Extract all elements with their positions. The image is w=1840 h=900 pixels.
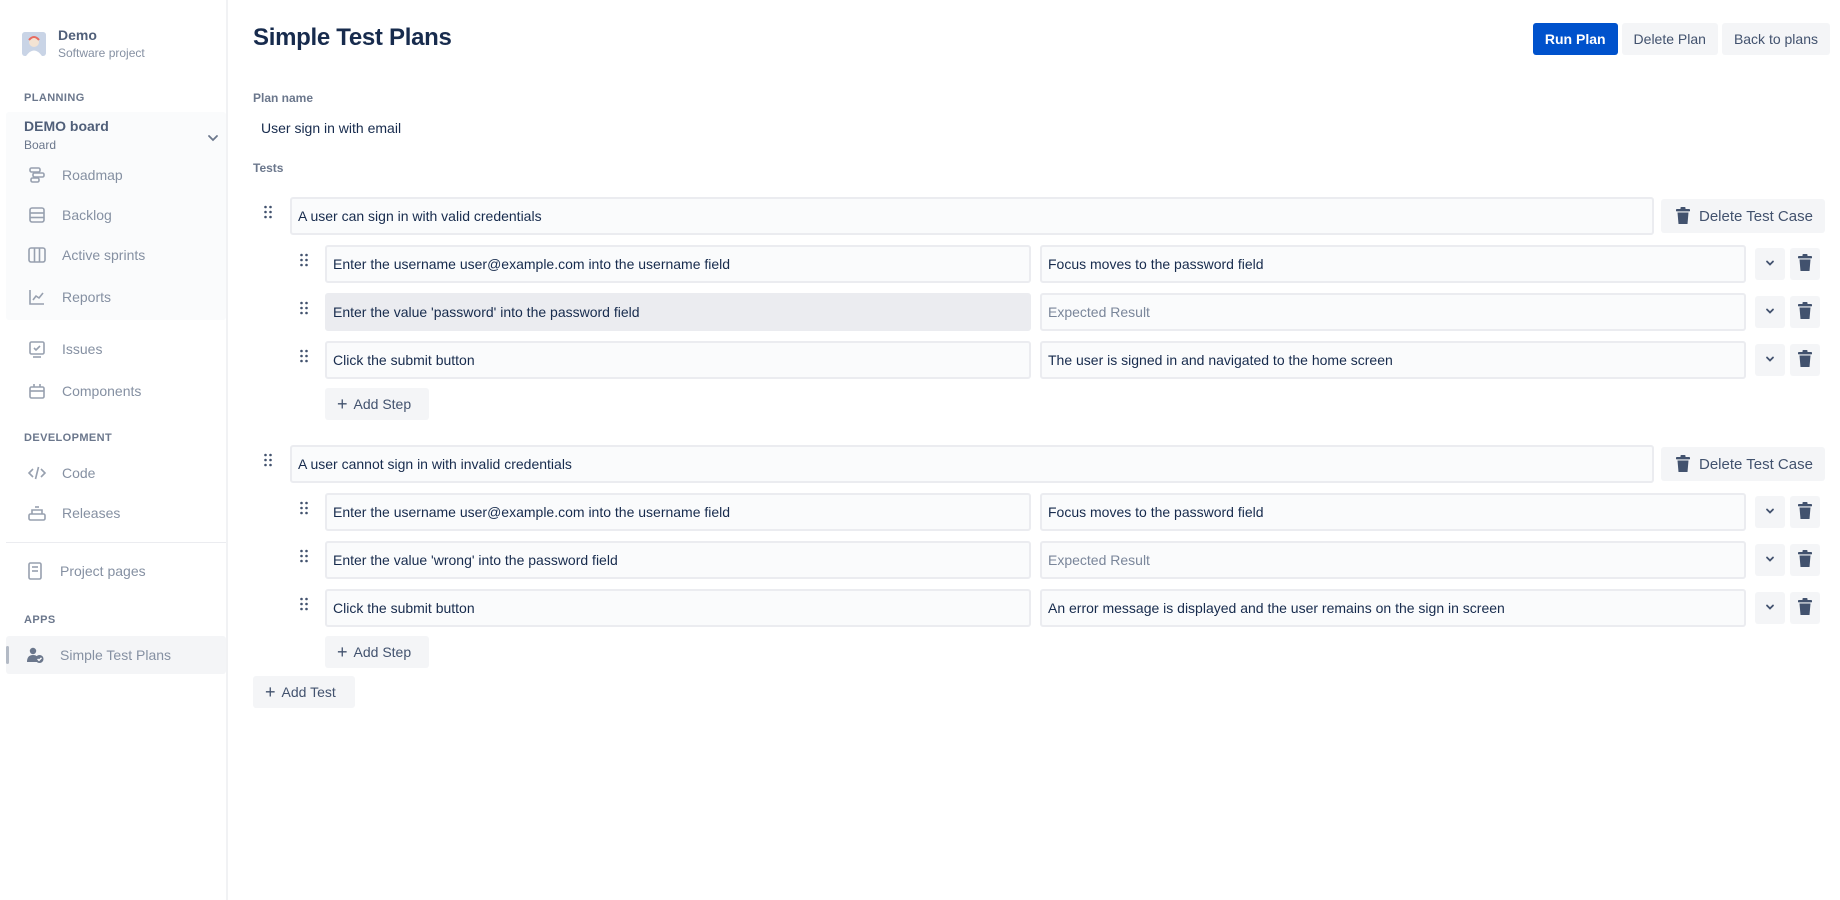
chevron-down-icon [1764,553,1776,568]
step-options-button[interactable] [1755,344,1785,376]
sidebar-divider [6,542,226,543]
trash-icon [1797,598,1813,619]
step-options-button[interactable] [1755,496,1785,528]
chevron-down-icon [1764,305,1776,320]
issues-icon [26,338,48,360]
delete-test-case-label: Delete Test Case [1699,455,1813,473]
sidebar-item-label: Issues [62,341,103,357]
delete-step-button[interactable] [1790,344,1820,376]
sidebar-item-project-pages[interactable] [24,559,146,583]
project-type: Software project [58,46,145,60]
project-avatar [22,32,46,56]
drag-handle-icon[interactable] [298,349,310,363]
delete-step-button[interactable] [1790,544,1820,576]
drag-handle-icon[interactable] [262,453,274,467]
sprints-icon [26,244,48,266]
trash-icon [1797,302,1813,323]
sidebar-item-label: Components [62,383,142,399]
development-section-label: DEVELOPMENT [24,432,113,444]
step-action-input[interactable] [325,541,1031,579]
plan-name-label: Plan name [253,91,314,105]
trash-icon [1797,350,1813,371]
drag-handle-icon[interactable] [298,301,310,315]
plan-name-field[interactable]: User sign in with email [261,120,402,136]
delete-test-case-label: Delete Test Case [1699,207,1813,225]
drag-handle-icon[interactable] [298,597,310,611]
sidebar-item-label: Backlog [62,207,112,223]
delete-step-button[interactable] [1790,248,1820,280]
apps-section-label: APPS [24,614,56,626]
delete-test-case-button[interactable] [1661,199,1825,233]
trash-icon [1797,550,1813,571]
sidebar-item-active-sprints[interactable] [26,243,145,267]
chevron-down-icon [1764,353,1776,368]
sidebar-item-code[interactable] [26,461,95,485]
chevron-down-icon [1764,601,1776,616]
drag-handle-icon[interactable] [262,205,274,219]
header-actions [1533,23,1830,55]
page-icon [24,560,46,582]
step-result-input[interactable] [1040,245,1746,283]
delete-test-case-button[interactable] [1661,447,1825,481]
test-case-title-input[interactable] [290,445,1654,483]
board-selector[interactable] [24,117,220,157]
tests-label: Tests [253,161,284,175]
add-test-label: Add Test [281,684,336,700]
sidebar-item-label: Code [62,465,96,481]
board-type: Board [24,138,57,152]
releases-icon [26,502,48,524]
delete-step-button[interactable] [1790,592,1820,624]
add-test-button[interactable] [253,676,355,708]
step-action-input[interactable] [325,493,1031,531]
step-action-input[interactable] [325,341,1031,379]
sidebar-item-issues[interactable] [26,337,102,361]
trash-icon [1675,207,1691,225]
add-step-button[interactable] [325,636,429,668]
sidebar-item-releases[interactable] [26,501,120,525]
add-step-button[interactable] [325,388,429,420]
drag-handle-icon[interactable] [298,501,310,515]
reports-icon [26,286,48,308]
step-options-button[interactable] [1755,296,1785,328]
chevron-down-icon [1764,505,1776,520]
step-result-input[interactable] [1040,293,1746,331]
test-plans-icon [24,644,46,666]
board-name: DEMO board [24,118,109,134]
project-header[interactable] [22,26,145,61]
planning-section-label: PLANNING [24,92,85,104]
add-step-label: Add Step [353,396,412,412]
trash-icon [1797,254,1813,275]
chevron-down-icon [206,131,220,145]
trash-icon [1675,455,1691,473]
sidebar [0,0,228,900]
step-options-button[interactable] [1755,248,1785,280]
main-content [228,0,1840,900]
backlog-icon [26,204,48,226]
trash-icon [1797,502,1813,523]
chevron-down-icon [1764,257,1776,272]
sidebar-item-label: Project pages [60,563,146,579]
plus-icon: + [265,682,276,702]
step-action-input[interactable] [325,245,1031,283]
step-options-button[interactable] [1755,592,1785,624]
add-step-label: Add Step [353,644,412,660]
step-action-input[interactable] [325,293,1031,331]
project-name: Demo [58,27,97,43]
sidebar-item-reports[interactable] [26,285,111,309]
delete-plan-button[interactable]: Delete Plan [1622,23,1718,55]
step-result-input[interactable] [1040,589,1746,627]
run-plan-button[interactable]: Run Plan [1533,23,1618,55]
step-result-input[interactable] [1040,541,1746,579]
drag-handle-icon[interactable] [298,253,310,267]
code-icon [26,462,48,484]
test-case-title-input[interactable] [290,197,1654,235]
step-options-button[interactable] [1755,544,1785,576]
sidebar-item-label: Releases [62,505,121,521]
page-title: Simple Test Plans [253,24,452,51]
plus-icon: + [337,642,348,662]
sidebar-item-roadmap[interactable] [26,163,123,187]
sidebar-item-label: Roadmap [62,167,123,183]
delete-step-button[interactable] [1790,496,1820,528]
step-result-input[interactable] [1040,341,1746,379]
sidebar-item-label: Reports [62,289,112,305]
sidebar-item-components[interactable] [26,379,141,403]
delete-step-button[interactable] [1790,296,1820,328]
active-indicator [6,646,9,664]
sidebar-item-label: Active sprints [62,247,146,263]
sidebar-item-simple-test-plans-content[interactable] [24,643,171,667]
sidebar-item-label: Simple Test Plans [60,647,172,663]
components-icon [26,380,48,402]
step-result-input[interactable] [1040,493,1746,531]
back-to-plans-button[interactable]: Back to plans [1722,23,1830,55]
roadmap-icon [26,164,48,186]
drag-handle-icon[interactable] [298,549,310,563]
step-action-input[interactable] [325,589,1031,627]
sidebar-item-backlog[interactable] [26,203,112,227]
plus-icon: + [337,394,348,414]
